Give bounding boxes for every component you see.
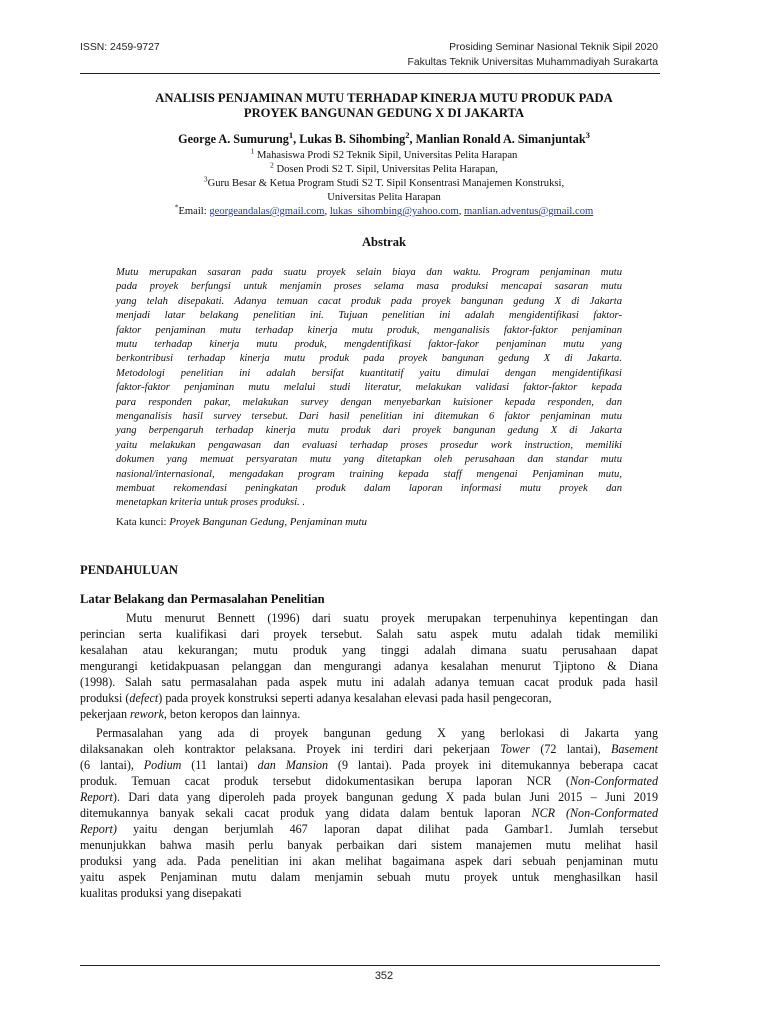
paper-title-line-1: ANALISIS PENJAMINAN MUTU TERHADAP KINERJA MUTU PRODUK PADA <box>155 91 613 105</box>
p2-l6-ncr: NCR (Non-Conformated <box>531 806 658 820</box>
keywords-label: Kata kunci <box>116 516 164 528</box>
p1-line-1: Mutu menurut Bennett (1996) dari suatu proyek merupakan terpenuhinya kepentingan dan <box>126 611 658 625</box>
p2-l6-a: ditemukannya banyak sekali cacat produk yang didata dalam bentuk laporan <box>80 806 532 820</box>
section-heading-pendahuluan: PENDAHULUAN <box>80 563 178 577</box>
affiliation-2-sup: 2 <box>270 160 274 170</box>
header-divider <box>80 73 660 74</box>
page-number: 352 <box>374 970 394 982</box>
proceedings-name: Prosiding Seminar Nasional Teknik Sipil 2020 <box>449 42 658 53</box>
keywords-colon: : <box>163 516 170 528</box>
abstract-line-7: berkontribusi terhadap kinerja mutu produk pada proyek bangunan gedung X di Jakarta. <box>116 353 622 365</box>
p1-l6-defect: defect <box>129 691 159 705</box>
footer-divider <box>80 965 660 966</box>
p1-line-2: perincian serta kualifikasi dari proyek tersebut. Salah satu aspek mutu adalah tidak memiliki <box>80 627 658 641</box>
author-3: , Manlian Ronald A. Simanjuntak <box>409 132 586 146</box>
p1-line-6 <box>80 690 658 706</box>
abstract-line-17: menetapkan kriteria untuk proses produksi. . <box>116 497 305 509</box>
p2-line-4 <box>80 773 658 789</box>
p2-rest-line-1: menunjukkan bahwa masih perlu banyak perbaikan dari sistem manajemen mutu melihat hasil <box>80 838 658 852</box>
abstract-line-1: Mutu merupakan sasaran pada suatu proyek selain biaya dan waktu. Program penjaminan mutu <box>116 267 622 278</box>
p2-l5-report: Report <box>80 790 113 804</box>
p2-line-3 <box>80 757 658 773</box>
affiliation-3-text: Guru Besar & Ketua Program Studi S2 T. Sipil Konsentrasi Manajemen Konstruksi, <box>207 178 565 189</box>
subsection-heading: Latar Belakang dan Permasalahan Penelitian <box>80 592 325 606</box>
author-3-sup: 3 <box>585 129 590 140</box>
p2-l3-a: (6 lantai), <box>80 758 144 772</box>
affiliation-2-text: Dosen Prodi S2 T. Sipil, Universitas Pelita Harapan, <box>276 164 498 175</box>
p2-l2-tower: Tower <box>500 742 531 756</box>
affiliation-1 <box>0 146 768 161</box>
p2-l7-b: yaitu dengan berjumlah 467 laporan dapat dilihat pada Gambar1. Jumlah tersebut <box>116 822 658 836</box>
p2-line-5 <box>80 789 658 805</box>
affiliation-1-sup: 1 <box>250 146 255 156</box>
email-link-2[interactable]: lukas_sihombing@yahoo.com <box>329 206 459 217</box>
p1-line-4: mengurangi ketidakpuasan pelanggan dan mengurangi adanya kesalahan menurut Tjiptono & Diana <box>80 659 658 673</box>
email-sep-1: , <box>324 206 330 217</box>
p2-rest-line-3: yaitu aspek Penjaminan mutu dalam menjamin sebuah mutu proyek untuk menghasilkan hasil <box>80 870 658 884</box>
issn-text: ISSN: 2459-9727 <box>80 42 160 53</box>
affiliation-3 <box>0 174 768 189</box>
affiliation-3-sup: 3 <box>203 174 208 184</box>
abstract-line-10: para responden pakar, melakukan survey dengan menyebarkan kuisioner kepada responden, dan <box>116 396 622 408</box>
p2-l3-podium: Podium <box>143 758 182 772</box>
p2-l4-ncr: Non-Conformated <box>569 774 658 788</box>
email-sup: * <box>174 202 179 212</box>
abstract-line-15: nasional/internasional, mengadakan program training kepada staff mengenai Penjaminan mutu, <box>116 468 622 480</box>
affiliation-3b: Universitas Pelita Harapan <box>327 192 441 203</box>
author-1: George A. Sumurung <box>178 132 289 146</box>
p2-l3-c: (9 lantai). Pada proyek ini ditemukannya beberapa cacat <box>328 758 659 772</box>
author-list <box>0 129 768 147</box>
p2-l2-b: (72 lantai), <box>530 742 611 756</box>
p2-line-6 <box>80 805 658 821</box>
abstract-line-3: yang telah disepakati. Adanya temuan cacat produk pada proyek bangunan gedung X di Jakarta <box>116 295 622 307</box>
abstract-line-6: mutu terhadap kinerja mutu produk, mengdentifikasi faktor-fakor penjaminan mutu yang <box>116 339 622 350</box>
abstract-line-9: faktor-faktor penjaminan mutu melalui studi literatur, melakukan validasi faktor-faktor kepada <box>116 382 622 394</box>
paper-title-line-2: PROYEK BANGUNAN GEDUNG X DI JAKARTA <box>243 106 525 120</box>
abstract-line-11: menganalisis hasil survey tersebut. Dari hasil penelitian ini ditemukan 6 faktor penjaminan mutu <box>116 411 622 422</box>
abstract-line-8: Metodologi penelitian ini adalah bersifat kuantitatif yaitu dimulai dengan mengidentifikasi <box>116 367 622 379</box>
email-label: Email: <box>178 206 210 217</box>
p2-line-1: Permasalahan yang ada di proyek bangunan gedung X yang berlokasi di Jakarta yang <box>96 726 658 740</box>
abstract-line-4: menjadi latar belakang penelitian ini. Tujuan penelitian ini adalah mengidentifikasi faktor- <box>116 310 622 322</box>
author-2-sup: 2 <box>405 129 410 140</box>
p1-l6-b: ) pada proyek konstruksi seperti adanya kesalahan elevasi pada hasil pengecoran, <box>158 691 552 705</box>
abstract-line-2: pada proyek berfungsi untuk menjamin proses selama masa produksi mencapai sasaran mutu <box>116 281 622 293</box>
author-2: , Lukas B. Sihombing <box>293 132 406 146</box>
keywords-text: Proyek Bangunan Gedung, Penjaminan mutu <box>169 516 367 528</box>
p2-l4-a: produk. Temuan cacat produk tersebut didokumentasikan berupa laporan NCR ( <box>80 774 570 788</box>
abstract-heading: Abstrak <box>361 235 407 249</box>
p2-l2-basement: Basement <box>610 742 659 756</box>
p1-l7-b: , beton keropos dan lainnya. <box>163 707 301 721</box>
p2-rest-line-2: produksi yang ada. Pada penelitian ini akan melihat bagaimana aspek dari sebuah penjaminan mutu <box>80 854 658 868</box>
p2-line-2 <box>80 741 658 757</box>
affiliation-2 <box>0 160 768 175</box>
p2-l3-mansion: dan Mansion <box>257 758 329 772</box>
keywords-line <box>116 516 367 528</box>
email-line <box>0 202 768 217</box>
p2-l3-b: (11 lantai) <box>181 758 258 772</box>
abstract-line-14: dokumen yang memuat persyaratan mutu yang ditetapkan oleh perusahaan dan standar mutu <box>116 454 622 466</box>
affiliation-1-text: Mahasiswa Prodi S2 Teknik Sipil, Universitas Pelita Harapan <box>257 150 518 161</box>
p1-l7-a: pekerjaan <box>80 707 131 721</box>
p2-l2-a: dilaksanakan oleh kontraktor pelaksana. Proyek ini terdiri dari pekerjaan <box>80 742 501 756</box>
abstract-line-16: membuat rekomendasi peningkatan produk dalam laporan informasi mutu proyek dan <box>116 483 622 494</box>
faculty-name: Fakultas Teknik Universitas Muhammadiyah Surakarta <box>407 57 658 68</box>
email-link-1[interactable]: georgeandalas@gmail.com <box>209 206 325 217</box>
p1-line-5: (1998). Salah satu permasalahan pada aspek mutu ini adalah adanya temuan cacat produk pada hasil <box>80 675 658 689</box>
author-1-sup: 1 <box>288 129 294 140</box>
email-sep-2: , <box>458 206 465 217</box>
p2-line-7 <box>80 821 658 837</box>
p1-line-7 <box>80 706 658 722</box>
p2-l7-report: Report) <box>80 822 117 836</box>
p2-rest-line-4: kualitas produksi yang disepakati <box>80 886 242 900</box>
p1-l7-rework: rework <box>130 707 164 721</box>
abstract-line-13: yaitu melakukan pengawasan dan evaluasi terhadap proses prosedur work instruction, memiliki <box>116 439 622 451</box>
p2-l5-b: ). Dari data yang diperoleh pada proyek bangunan gedung X pada bulan Juni 2015 – Juni 2019 <box>112 790 658 804</box>
abstract-line-12: yang berpengaruh terhadap kinerja mutu produk dari proyek bangunan gedung X di Jakarta <box>116 425 622 437</box>
p1-line-3: kesalahan atau kekurangan; mutu produk yang tinggi adalah dimana suatu perusahaan dapat <box>80 643 658 657</box>
email-link-3[interactable]: manlian.adventus@gmail.com <box>464 206 594 217</box>
abstract-line-5: faktor penjaminan mutu terhadap kinerja mutu produk, menganalisis faktor-faktor penjaminan <box>116 324 622 336</box>
p1-l6-a: produksi ( <box>80 691 130 705</box>
